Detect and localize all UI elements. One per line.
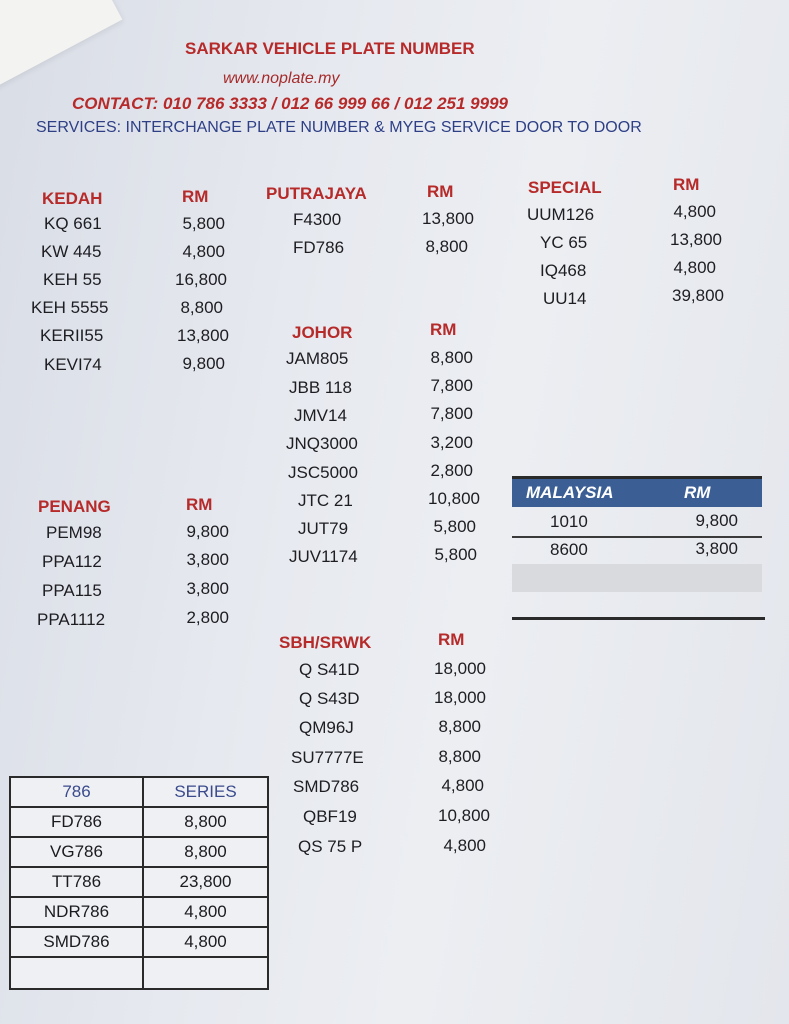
- plate: QS 75 P: [298, 837, 363, 856]
- sbh-srwk-heading: SBH/SRWK: [279, 633, 372, 652]
- price: 9,800: [186, 522, 229, 541]
- special-heading: SPECIAL: [528, 178, 602, 197]
- malaysia-header-row: [512, 479, 762, 507]
- plate: TT786: [10, 867, 143, 897]
- putrajaya-rm-heading: RM: [427, 182, 454, 201]
- plate: F4300: [293, 210, 342, 229]
- services-line: SERVICES: INTERCHANGE PLATE NUMBER & MYEG SERVICE DOOR TO DOOR: [36, 119, 642, 136]
- plate: JAM805: [286, 349, 349, 368]
- plate: 1010: [550, 512, 588, 531]
- plate: NDR786: [10, 897, 143, 927]
- price: 8,800: [438, 717, 481, 736]
- price: 8,800: [438, 747, 481, 766]
- malaysia-heading: MALAYSIA: [526, 483, 614, 502]
- penang-heading: PENANG: [38, 497, 111, 516]
- series-col1-heading: 786: [10, 777, 143, 807]
- price: 8,800: [143, 837, 268, 867]
- table-row: [10, 867, 268, 897]
- price: 8,800: [430, 348, 473, 367]
- plate: Q S43D: [299, 689, 360, 708]
- table-row: [512, 508, 762, 536]
- plate: PPA115: [42, 581, 102, 600]
- sbh-srwk-rm-heading: RM: [438, 630, 465, 649]
- plate: UUM126: [527, 205, 595, 224]
- paper-corner: [0, 0, 122, 90]
- price: 7,800: [430, 376, 473, 395]
- plate: JNQ3000: [286, 434, 358, 453]
- table-row: [10, 807, 268, 837]
- plate: QBF19: [303, 807, 357, 826]
- price: 10,800: [438, 806, 490, 825]
- price: 4,800: [182, 242, 225, 261]
- empty-cell: [143, 957, 268, 989]
- plate: JBB 118: [289, 378, 353, 397]
- plate: JUT79: [298, 519, 349, 538]
- price: 3,200: [430, 433, 473, 452]
- plate: SMD786: [10, 927, 143, 957]
- plate: FD786: [10, 807, 143, 837]
- plate: KEH 5555: [31, 298, 109, 317]
- price: 5,800: [434, 545, 477, 564]
- plate: YC 65: [540, 233, 588, 252]
- table-row: [10, 927, 268, 957]
- price: 3,800: [186, 550, 229, 569]
- plate: JSC5000: [288, 463, 358, 482]
- plate: Q S41D: [299, 660, 360, 679]
- plate: PPA1112: [37, 610, 106, 629]
- price: 3,800: [695, 539, 738, 558]
- contact-line: CONTACT: 010 786 3333 / 012 66 999 66 / 012 251 9999: [72, 94, 508, 113]
- page-title: SARKAR VEHICLE PLATE NUMBER: [185, 39, 475, 58]
- price: 5,800: [182, 214, 225, 233]
- plate: PPA112: [42, 552, 102, 571]
- plate: IQ468: [540, 261, 587, 280]
- malaysia-table-bottom-rule: [512, 617, 765, 620]
- price: 8,800: [425, 237, 468, 256]
- plate: KEH 55: [43, 270, 102, 289]
- website: www.noplate.my: [223, 70, 340, 87]
- plate: PEM98: [46, 523, 102, 542]
- price: 13,800: [422, 209, 474, 228]
- price: 8,800: [180, 298, 223, 317]
- plate: KW 445: [41, 242, 102, 261]
- price: 10,800: [428, 489, 480, 508]
- kedah-rm-heading: RM: [182, 187, 209, 206]
- price: 5,800: [433, 517, 476, 536]
- price: 3,800: [186, 579, 229, 598]
- table-row: [10, 837, 268, 867]
- plate: UU14: [543, 289, 587, 308]
- plate: SMD786: [293, 777, 360, 796]
- price: 18,000: [434, 659, 486, 678]
- price: 39,800: [672, 286, 724, 305]
- series-col2-heading: SERIES: [143, 777, 268, 807]
- plate: 8600: [550, 540, 588, 559]
- price: 2,800: [430, 461, 473, 480]
- price: 8,800: [143, 807, 268, 837]
- malaysia-rm-heading: RM: [684, 483, 711, 502]
- price: 13,800: [670, 230, 722, 249]
- plate: SU7777E: [291, 748, 364, 767]
- table-header-row: [10, 777, 268, 807]
- empty-cell: [10, 957, 143, 989]
- table-row: [10, 897, 268, 927]
- price: 7,800: [430, 404, 473, 423]
- plate: JUV1174: [289, 547, 358, 566]
- plate: KQ 661: [44, 214, 102, 233]
- price: 23,800: [143, 867, 268, 897]
- price: 9,800: [695, 511, 738, 530]
- plate: JMV14: [294, 406, 347, 425]
- price: 4,800: [143, 897, 268, 927]
- price: 2,800: [186, 608, 229, 627]
- table-row-empty: [512, 564, 762, 592]
- series-786-table: [9, 776, 269, 990]
- special-rm-heading: RM: [673, 175, 700, 194]
- plate: JTC 21: [298, 491, 353, 510]
- price: 4,800: [143, 927, 268, 957]
- plate: KERII55: [40, 326, 104, 345]
- johor-heading: JOHOR: [292, 323, 353, 342]
- putrajaya-heading: PUTRAJAYA: [266, 184, 367, 203]
- plate: FD786: [293, 238, 345, 257]
- plate: KEVI74: [44, 355, 102, 374]
- price: 4,800: [673, 258, 716, 277]
- price: 16,800: [175, 270, 227, 289]
- johor-rm-heading: RM: [430, 320, 457, 339]
- table-row: [512, 536, 762, 566]
- price: 13,800: [177, 326, 229, 345]
- price: 9,800: [182, 354, 225, 373]
- penang-rm-heading: RM: [186, 495, 213, 514]
- price: 4,800: [441, 776, 484, 795]
- plate: VG786: [10, 837, 143, 867]
- price: 4,800: [443, 836, 486, 855]
- price: 18,000: [434, 688, 486, 707]
- kedah-heading: KEDAH: [42, 189, 103, 208]
- table-row-empty: [10, 957, 268, 989]
- price: 4,800: [673, 202, 716, 221]
- plate: QM96J: [299, 718, 354, 737]
